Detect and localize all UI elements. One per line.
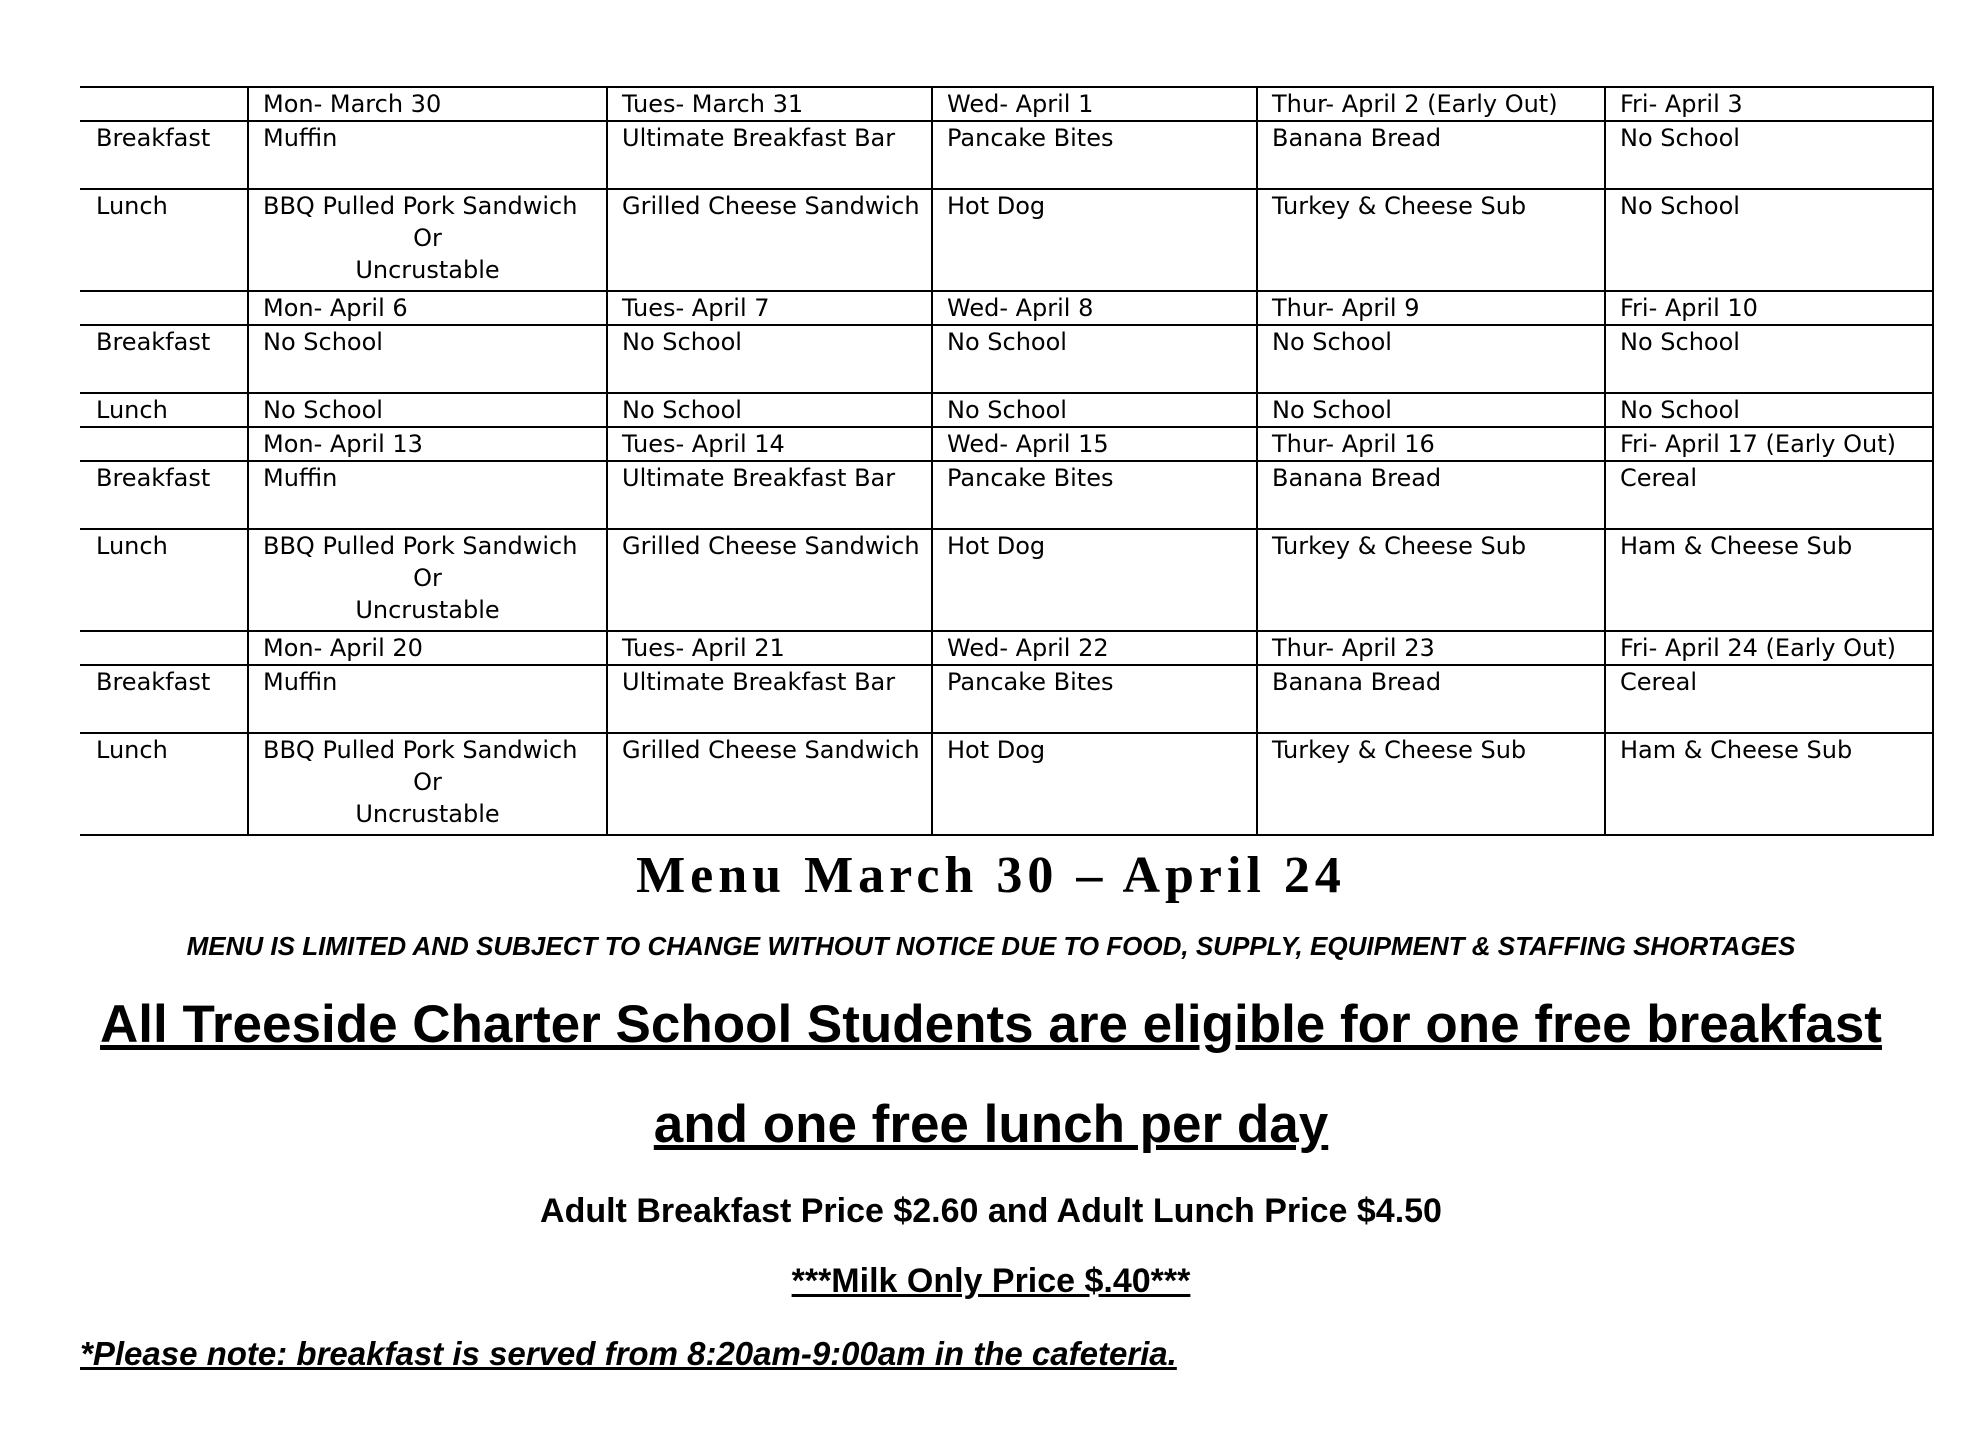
lunch-option: BBQ Pulled Pork Sandwich [263, 192, 578, 220]
breakfast-cell: No School [1605, 121, 1933, 189]
day-header: Thur- April 9 [1257, 291, 1605, 325]
lunch-option: BBQ Pulled Pork Sandwich [263, 736, 578, 764]
lunch-label: Lunch [80, 529, 248, 631]
breakfast-label: Breakfast [80, 121, 248, 189]
lunch-option: Uncrustable [355, 800, 500, 828]
day-header: Mon- April 6 [248, 291, 607, 325]
lunch-cell: Hot Dog [932, 733, 1257, 835]
day-header: Thur- April 2 (Early Out) [1257, 87, 1605, 121]
breakfast-cell: Pancake Bites [932, 121, 1257, 189]
lunch-cell: Grilled Cheese Sandwich [607, 189, 932, 291]
lunch-row [80, 733, 1933, 835]
lunch-cell: Turkey & Cheese Sub [1257, 189, 1605, 291]
row-label-empty [80, 291, 248, 325]
breakfast-label: Breakfast [80, 325, 248, 393]
day-header: Tues- April 21 [607, 631, 932, 665]
date-row [80, 631, 1933, 665]
day-header: Tues- April 7 [607, 291, 932, 325]
day-header: Fri- April 17 (Early Out) [1605, 427, 1933, 461]
breakfast-row [80, 121, 1933, 189]
row-label-empty [80, 631, 248, 665]
lunch-or: Or [413, 768, 442, 796]
day-header: Tues- April 14 [607, 427, 932, 461]
day-header: Fri- April 10 [1605, 291, 1933, 325]
breakfast-row [80, 325, 1933, 393]
lunch-cell [248, 189, 607, 291]
lunch-row [80, 529, 1933, 631]
milk-price: ***Milk Only Price $.40*** [791, 1262, 1191, 1300]
lunch-cell [248, 733, 607, 835]
day-header: Wed- April 15 [932, 427, 1257, 461]
day-header: Thur- April 16 [1257, 427, 1605, 461]
lunch-label: Lunch [80, 189, 248, 291]
day-header: Mon- March 30 [248, 87, 607, 121]
day-header: Wed- April 8 [932, 291, 1257, 325]
breakfast-cell: Banana Bread [1257, 461, 1605, 529]
lunch-cell: No School [1257, 393, 1605, 427]
date-row [80, 291, 1933, 325]
lunch-label: Lunch [80, 393, 248, 427]
breakfast-label: Breakfast [80, 665, 248, 733]
breakfast-cell: Banana Bread [1257, 121, 1605, 189]
lunch-cell: Turkey & Cheese Sub [1257, 529, 1605, 631]
breakfast-row [80, 461, 1933, 529]
breakfast-cell: Banana Bread [1257, 665, 1605, 733]
date-row [80, 427, 1933, 461]
adult-prices: Adult Breakfast Price $2.60 and Adult Lunch Price $4.50 [540, 1192, 1442, 1230]
menu-title: Menu March 30 – April 24 [636, 847, 1346, 904]
row-label-empty [80, 427, 248, 461]
row-label-empty [80, 87, 248, 121]
lunch-option: Uncrustable [355, 596, 500, 624]
breakfast-cell: No School [1257, 325, 1605, 393]
lunch-or: Or [413, 564, 442, 592]
breakfast-cell: No School [607, 325, 932, 393]
breakfast-cell: Pancake Bites [932, 665, 1257, 733]
lunch-cell: No School [932, 393, 1257, 427]
lunch-cell [248, 529, 607, 631]
eligibility-line-2: and one free lunch per day [653, 1095, 1329, 1154]
day-header: Wed- April 22 [932, 631, 1257, 665]
menu-table [80, 86, 1934, 836]
breakfast-cell: Pancake Bites [932, 461, 1257, 529]
lunch-row [80, 189, 1933, 291]
lunch-cell: Hot Dog [932, 529, 1257, 631]
lunch-cell: Hot Dog [932, 189, 1257, 291]
lunch-cell: Ham & Cheese Sub [1605, 529, 1933, 631]
lunch-or: Or [413, 224, 442, 252]
breakfast-label: Breakfast [80, 461, 248, 529]
lunch-cell: No School [607, 393, 932, 427]
breakfast-cell: Ultimate Breakfast Bar [607, 665, 932, 733]
breakfast-time-note: *Please note: breakfast is served from 8:20am-9:00am in the cafeteria. [80, 1335, 1177, 1372]
breakfast-cell: Cereal [1605, 461, 1933, 529]
breakfast-cell: Ultimate Breakfast Bar [607, 121, 932, 189]
lunch-cell: Grilled Cheese Sandwich [607, 733, 932, 835]
lunch-cell: Ham & Cheese Sub [1605, 733, 1933, 835]
shortage-notice: MENU IS LIMITED AND SUBJECT TO CHANGE WITHOUT NOTICE DUE TO FOOD, SUPPLY, EQUIPMENT & STAFFING SHORTAGES [186, 931, 1796, 961]
lunch-cell: Grilled Cheese Sandwich [607, 529, 932, 631]
eligibility-line-1: All Treeside Charter School Students are eligible for one free breakfast [100, 995, 1882, 1054]
breakfast-cell: Muffin [248, 121, 607, 189]
day-header: Tues- March 31 [607, 87, 932, 121]
day-header: Fri- April 3 [1605, 87, 1933, 121]
breakfast-cell: Ultimate Breakfast Bar [607, 461, 932, 529]
breakfast-cell: No School [1605, 325, 1933, 393]
date-row [80, 87, 1933, 121]
breakfast-cell: Muffin [248, 461, 607, 529]
lunch-cell: No School [1605, 189, 1933, 291]
day-header: Thur- April 23 [1257, 631, 1605, 665]
day-header: Mon- April 20 [248, 631, 607, 665]
breakfast-row [80, 665, 1933, 733]
breakfast-cell: Muffin [248, 665, 607, 733]
day-header: Fri- April 24 (Early Out) [1605, 631, 1933, 665]
lunch-cell: No School [1605, 393, 1933, 427]
breakfast-cell: Cereal [1605, 665, 1933, 733]
lunch-row [80, 393, 1933, 427]
lunch-label: Lunch [80, 733, 248, 835]
lunch-option: Uncrustable [355, 256, 500, 284]
breakfast-cell: No School [248, 325, 607, 393]
lunch-cell: No School [248, 393, 607, 427]
day-header: Mon- April 13 [248, 427, 607, 461]
lunch-option: BBQ Pulled Pork Sandwich [263, 532, 578, 560]
day-header: Wed- April 1 [932, 87, 1257, 121]
lunch-cell: Turkey & Cheese Sub [1257, 733, 1605, 835]
breakfast-cell: No School [932, 325, 1257, 393]
